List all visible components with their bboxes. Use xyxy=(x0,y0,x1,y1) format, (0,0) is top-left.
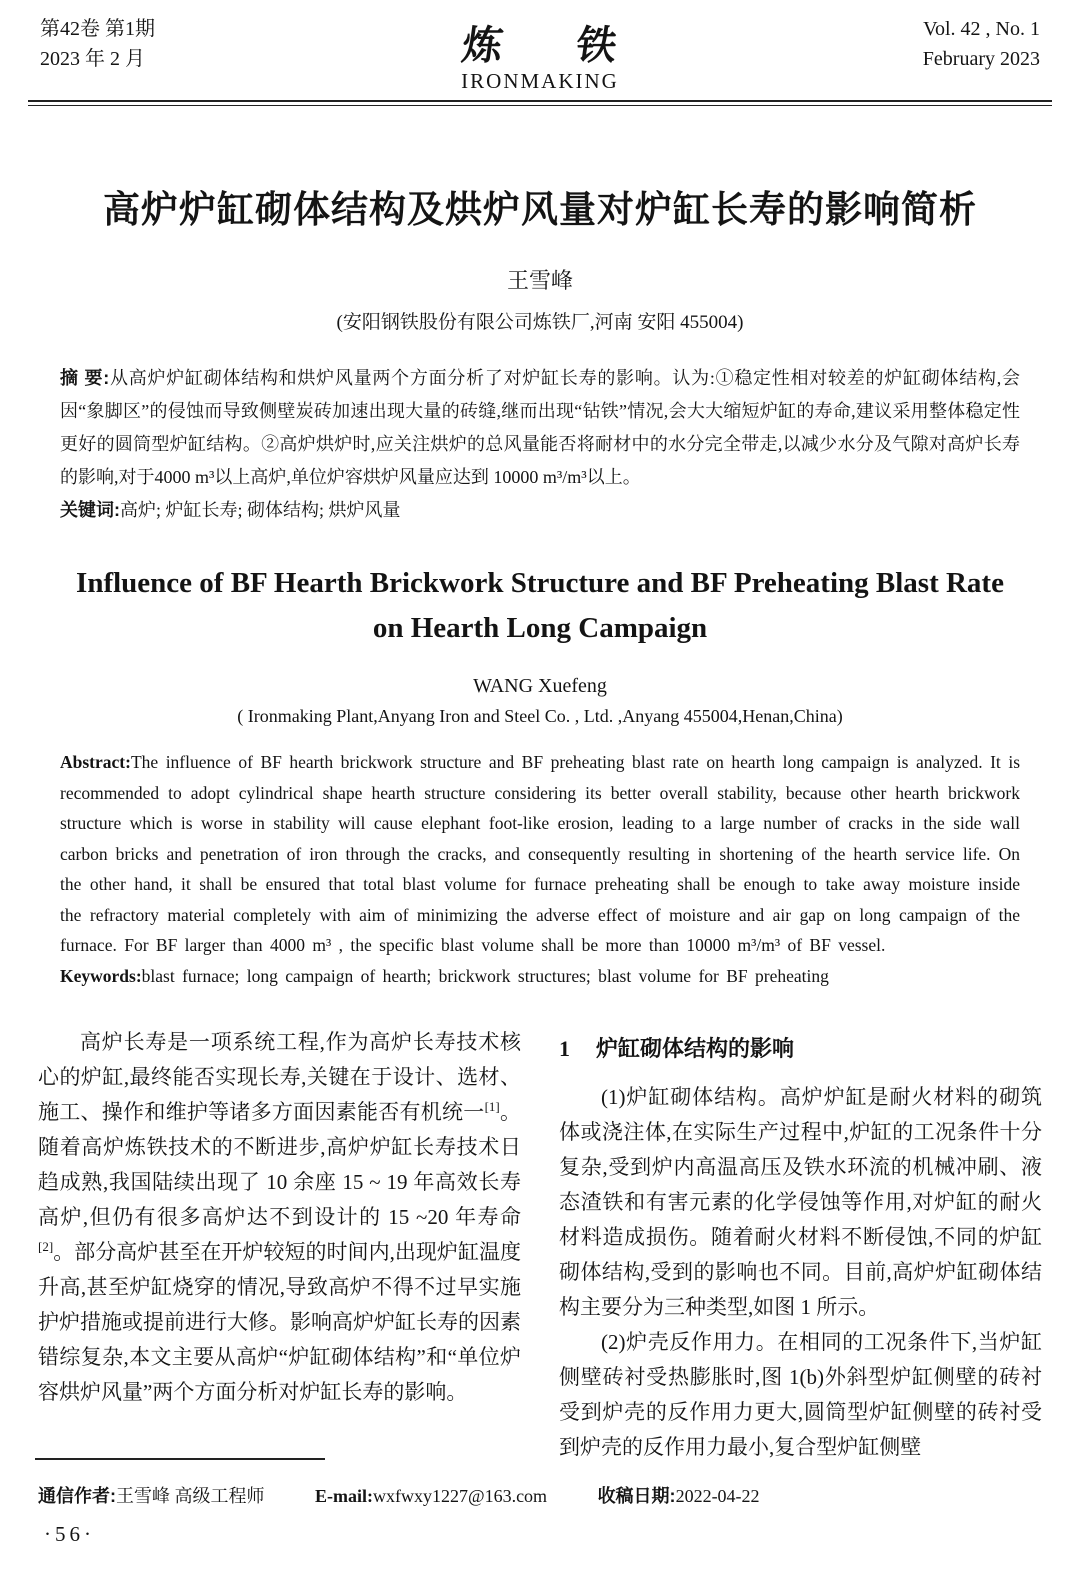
correspondent-name: 王雪峰 高级工程师 xyxy=(116,1486,265,1506)
intro-text-3: 。部分高炉甚至在开炉较短的时间内,出现炉缸温度升高,甚至炉缸烧穿的情况,导致高炉不得不过早实施护炉措施或提前进行大修。影响高炉炉缸长寿的因素错综复杂,本文主要从高炉“炉缸砌体结构”和“单位炉容烘炉风量”两个方面分析对炉缸长寿的影响。 xyxy=(38,1240,521,1404)
abstract-en-text: The influence of BF hearth brickwork structure and BF preheating blast rate on hearth long campaign is analyzed. It is recommended to adopt cylindrical shape hearth structure considering its better overall stability, because other hearth brickwork structure which is worse in stability will cause elephant foot-like erosion, leading to a large number of cracks in the side wall carbon bricks and penetration of iron through the cracks, and consequently resulting in shortening of the hearth service life. On the other hand, it shall be ensured that total blast volume for furnace preheating shall be enough to take away moisture inside the refractory material completely with aim of minimizing the adverse effect of moisture and air gap on long campaign of the furnace. For BF larger than 4000 m³ , the specific blast volume shall be more than 10000 m³/m³ of BF vessel. xyxy=(60,752,1020,955)
article-title-en-line1: Influence of BF Hearth Brickwork Structure and BF Preheating Blast Rate xyxy=(76,567,1004,599)
volume-issue-en: Vol. 42 , No. 1 xyxy=(923,18,1040,40)
intro-text-1: 高炉长寿是一项系统工程,作为高炉长寿技术核心的炉缸,最终能否实现长寿,关键在于设计、选材、施工、操作和维护等诸多方面因素能否有机统一 xyxy=(38,1030,521,1124)
keywords-en xyxy=(60,961,1020,992)
keywords-cn-label: 关键词: xyxy=(60,500,120,520)
correspondent-label: 通信作者: xyxy=(38,1486,116,1506)
footnote-divider xyxy=(35,1458,325,1460)
author-en: WANG Xuefeng xyxy=(473,675,607,697)
intro-paragraph xyxy=(38,1025,521,1410)
section-1-title: 炉缸砌体结构的影响 xyxy=(596,1036,795,1061)
affiliation-en: ( Ironmaking Plant,Anyang Iron and Steel Co. , Ltd. ,Anyang 455004,Henan,China) xyxy=(237,706,843,726)
journal-logo-cn: 炼 铁 xyxy=(459,22,650,69)
section-1-number: 1 xyxy=(559,1036,570,1061)
section-1-heading xyxy=(559,1031,1042,1066)
received-date-label: 收稿日期: xyxy=(597,1486,676,1506)
volume-issue-cn: 第42卷 第1期 xyxy=(40,18,155,40)
keywords-cn-text: 高炉; 炉缸长寿; 砌体结构; 烘炉风量 xyxy=(120,500,401,520)
article-title-en-line2: on Hearth Long Campaign xyxy=(372,612,708,644)
date-en: February 2023 xyxy=(922,48,1040,70)
body-column-left xyxy=(38,1025,521,1465)
email-label: E-mail: xyxy=(315,1486,373,1506)
article-title-cn: 高炉炉缸砌体结构及烘炉风量对炉缸长寿的影响简析 xyxy=(103,190,977,231)
received-date-info xyxy=(598,1486,760,1506)
section-1-paragraph-2: (2)炉壳反作用力。在相同的工况条件下,当炉缸侧壁砖衬受热膨胀时,图 1(b)外斜型炉缸侧壁的砖衬受到炉壳的反作用力更大,圆筒型炉缸侧壁的砖衬受到炉壳的反作用力最小,复合型炉缸侧壁 xyxy=(559,1330,1042,1459)
abstract-cn-label: 摘 要: xyxy=(60,368,110,388)
issue-info-cn xyxy=(40,14,300,74)
keywords-cn xyxy=(60,494,1020,527)
journal-logo-en: IRONMAKING xyxy=(461,69,619,93)
abstract-cn xyxy=(60,362,1020,494)
abstract-cn-text: 从高炉炉缸砌体结构和烘炉风量两个方面分析了对炉缸长寿的影响。认为:①稳定性相对较差的炉缸砌体结构,会因“象脚区”的侵蚀而导致侧壁炭砖加速出现大量的砖缝,继而出现“钻铁”情况,会大大缩短炉缸的寿命,建议采用整体稳定性更好的圆筒型炉缸结构。②高炉烘炉时,应关注烘炉的总风量能否将耐材中的水分完全带走,以减少水分及气隙对高炉长寿的影响,对于4000 m³以上高炉,单位炉容烘炉风量应达到 10000 m³/m³以上。 xyxy=(60,368,1020,487)
intro-text-2: 。随着高炉炼铁技术的不断进步,高炉炉缸长寿技术日趋成熟,我国陆续出现了 10 余座 15 ~ 19 年高效长寿高炉,但仍有很多高炉达不到设计的 15 ~20 年寿命 xyxy=(38,1100,521,1229)
citation-ref-2: [2] xyxy=(38,1239,54,1254)
journal-masthead xyxy=(300,14,780,94)
email-info xyxy=(315,1486,547,1506)
received-date: 2022-04-22 xyxy=(675,1486,760,1506)
abstract-en xyxy=(60,747,1020,961)
issue-info-en xyxy=(780,14,1040,74)
header-divider xyxy=(28,100,1052,106)
keywords-en-text: blast furnace; long campaign of hearth; brickwork structures; blast volume for BF preheating xyxy=(141,965,829,986)
page-number: ·56· xyxy=(44,1522,95,1546)
footnote xyxy=(38,1482,806,1508)
section-1-paragraph-1: (1)炉缸砌体结构。高炉炉缸是耐火材料的砌筑体或浇注体,在实际生产过程中,炉缸的工况条件十分复杂,受到炉内高温高压及铁水环流的机械冲刷、液态渣铁和有害元素的化学侵蚀等作用,对炉缸的耐火材料造成损伤。随着耐火材料不断侵蚀,不同的炉缸砌体结构,受到的影响也不同。目前,高炉炉缸砌体结构主要分为三种类型,如图 1 所示。 xyxy=(559,1085,1042,1319)
affiliation-cn: (安阳钢铁股份有限公司炼铁厂,河南 安阳 455004) xyxy=(336,312,744,333)
author-cn: 王雪峰 xyxy=(506,268,573,293)
body-column-right xyxy=(559,1025,1042,1465)
citation-ref-1: [1] xyxy=(484,1099,500,1114)
email-address: wxfwxy1227@163.com xyxy=(373,1486,548,1506)
body-columns xyxy=(38,1025,1042,1465)
article-title-en xyxy=(40,561,1040,651)
keywords-en-label: Keywords: xyxy=(60,965,142,986)
abstract-en-label: Abstract: xyxy=(60,752,131,772)
date-cn: 2023 年 2 月 xyxy=(40,48,145,70)
correspondent-info xyxy=(38,1486,265,1506)
journal-header xyxy=(0,0,1080,94)
